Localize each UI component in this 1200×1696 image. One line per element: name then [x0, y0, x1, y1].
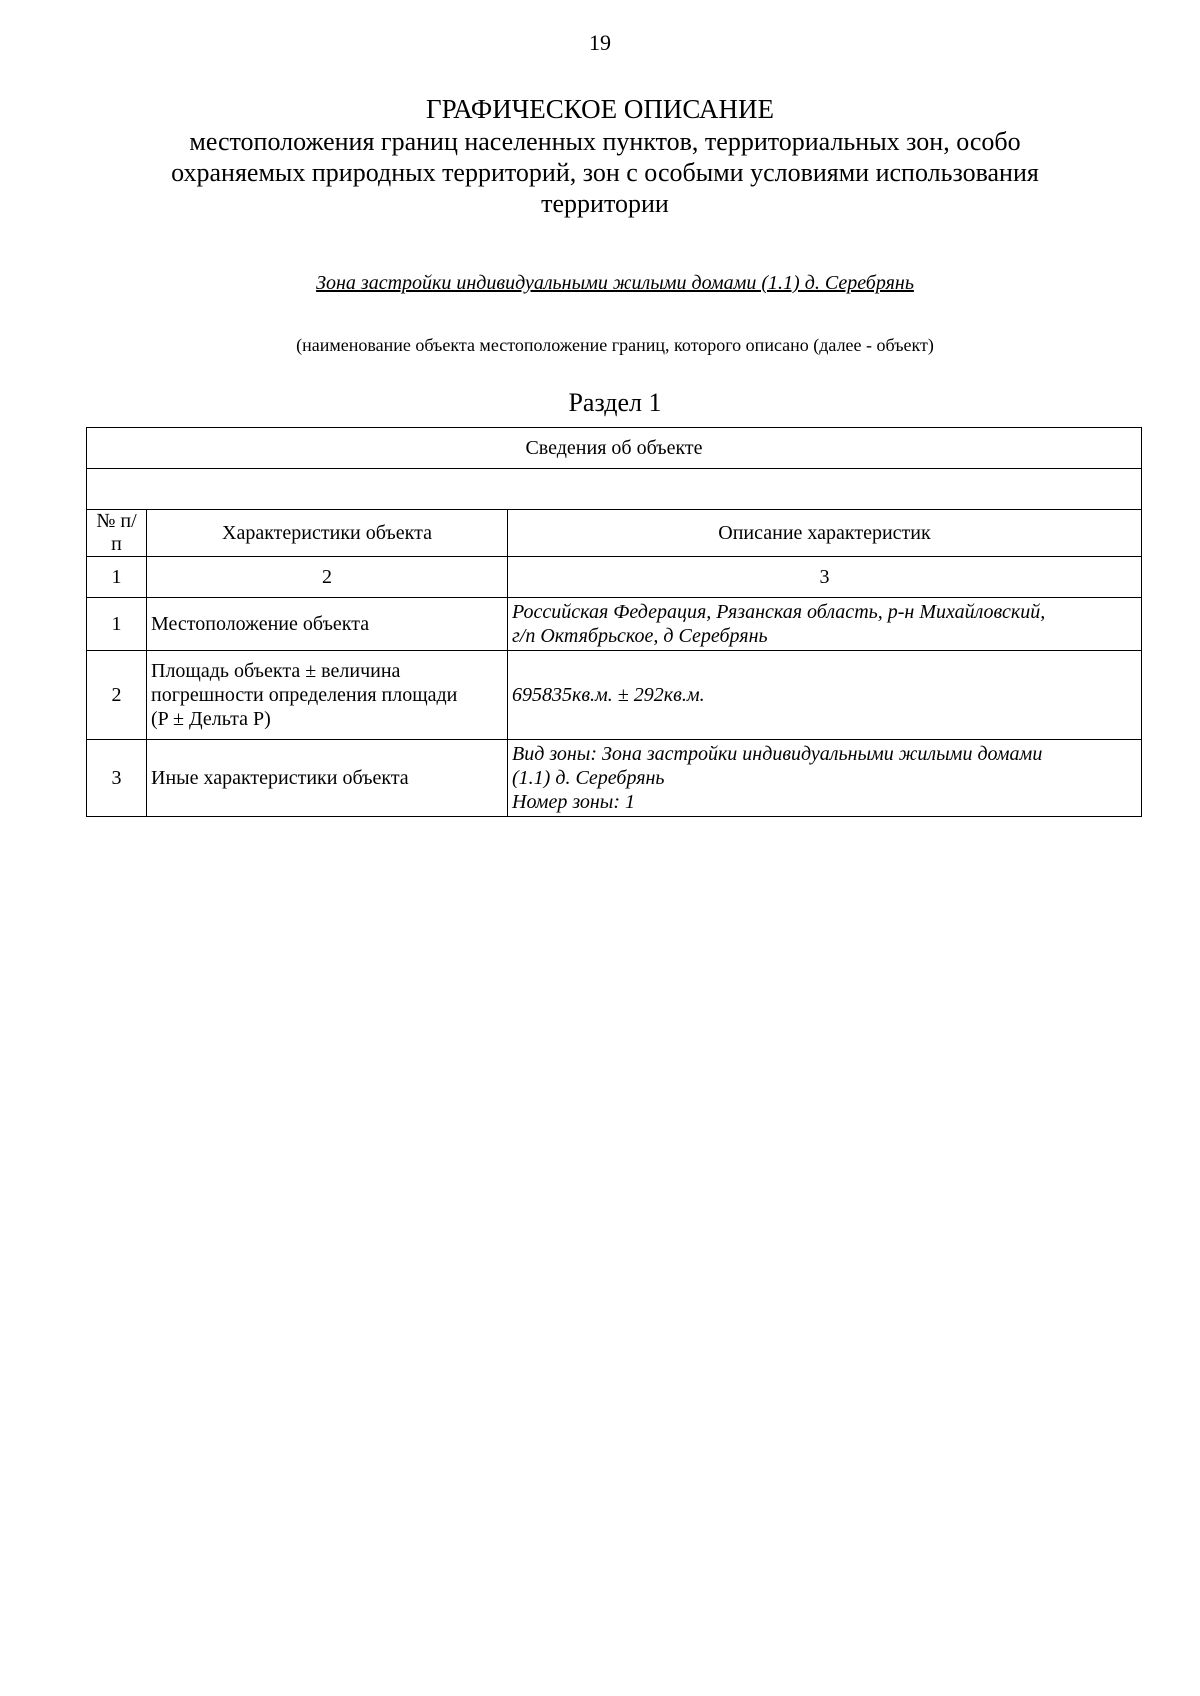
table-row [87, 651, 1142, 740]
table-empty-row [87, 469, 1142, 510]
object-name-text: Зона застройки индивидуальными жилыми домами (1.1) д. Серебрянь [316, 272, 914, 294]
table-row [87, 740, 1142, 817]
description-line: Номер зоны: 1 [512, 791, 635, 813]
row-num: 2 [87, 651, 147, 740]
document-title: ГРАФИЧЕСКОЕ ОПИСАНИЕ [425, 94, 775, 124]
object-name [0, 272, 1200, 295]
page-number: 19 [589, 30, 611, 55]
column-number-3: 3 [508, 557, 1142, 598]
row-description: 695835кв.м. ± 292кв.м. [508, 651, 1142, 740]
description-line: г/п Октябрьское, д Серебрянь [512, 625, 768, 647]
column-number-1: 1 [87, 557, 147, 598]
row-characteristic: Местоположение объекта [147, 598, 508, 651]
table-header: Сведения об объекте [87, 428, 1142, 469]
column-header-characteristic: Характеристики объекта [147, 510, 508, 557]
characteristic-line: погрешности определения площади [151, 684, 458, 706]
description-line: (1.1) д. Серебрянь [512, 767, 665, 789]
row-characteristic [147, 651, 508, 740]
row-description [508, 740, 1142, 817]
row-description [508, 598, 1142, 651]
column-number-2: 2 [147, 557, 508, 598]
table-column-headers [87, 510, 1142, 557]
table-header-row [87, 428, 1142, 469]
column-header-num: № п/п [87, 510, 147, 557]
document-subtitle: местоположения границ населенных пунктов, территориальных зон, особо охраняемых природных территорий, зон с особыми условиями использования территории [171, 127, 1039, 218]
object-caption: (наименование объекта местоположение границ, которого описано (далее - объект) [296, 335, 934, 355]
object-info-table [86, 427, 1142, 817]
section-title: Раздел 1 [568, 388, 662, 417]
table-column-numbers [87, 557, 1142, 598]
column-header-description: Описание характеристик [508, 510, 1142, 557]
row-num: 1 [87, 598, 147, 651]
description-line: Вид зоны: Зона застройки индивидуальными жилыми домами [512, 743, 1043, 765]
table-empty-cell [87, 469, 1142, 510]
row-num: 3 [87, 740, 147, 817]
characteristic-line: (P ± Дельта P) [151, 708, 271, 730]
description-line: Российская Федерация, Рязанская область, р-н Михайловский, [512, 601, 1046, 623]
table-row [87, 598, 1142, 651]
characteristic-line: Площадь объекта ± величина [151, 660, 401, 682]
row-characteristic: Иные характеристики объекта [147, 740, 508, 817]
